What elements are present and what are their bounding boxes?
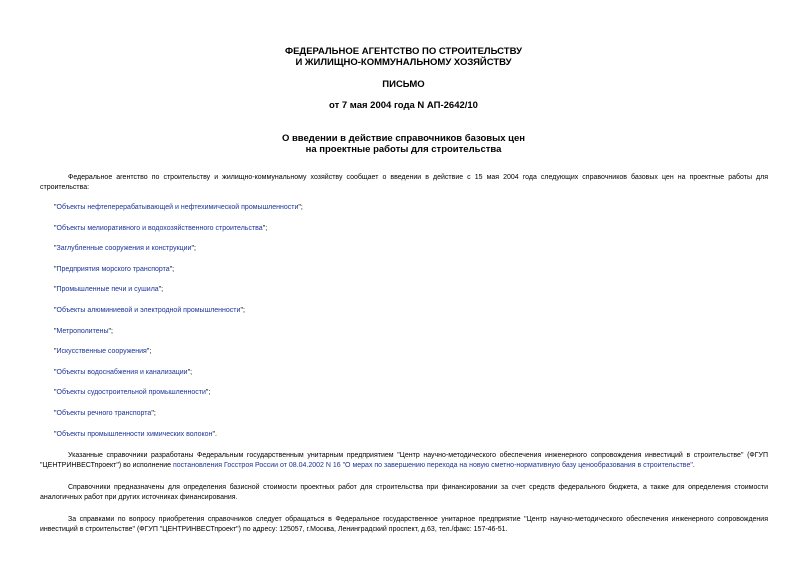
handbook-link[interactable]: Объекты нефтеперерабатывающей и нефтехимической промышленности bbox=[56, 204, 299, 211]
contacts-paragraph: За справками по вопросу приобретения справочников следует обращаться в Федеральное государственное унитарное предприятие "Центр научно-методического обеспечения инженерного сопровождения инвестиций в строительстве" (ФГУП "ЦЕНТРИНВЕСТпроект") по адресу: 125057, г.Москва, Ленинградский проспект, д.63, тел./факс: 157-46-51. bbox=[40, 516, 768, 533]
list-item: "Искусственные сооружения"; bbox=[54, 348, 152, 356]
list-item: "Объекты нефтеперерабатывающей и нефтехимической промышленности"; bbox=[54, 204, 303, 211]
list-item: "Метрополитены"; bbox=[54, 327, 113, 335]
subject-line-1: О введении в действие справочников базовых цен bbox=[281, 133, 526, 144]
resolution-link[interactable]: постановления Госстроя России от 08.04.2002 N 16 "О мерах по завершению перехода на новую сметно-нормативную базу ценообразования в строительстве" bbox=[173, 461, 693, 469]
list-item: "Промышленные печи и сушила"; bbox=[54, 286, 164, 294]
handbook-list bbox=[54, 203, 303, 450]
handbook-link[interactable]: Объекты промышленности химических волокон bbox=[56, 430, 213, 438]
list-item: "Заглубленные сооружения и конструкции"; bbox=[54, 245, 196, 253]
document-subject bbox=[0, 133, 807, 155]
list-item: "Объекты речного транспорта"; bbox=[54, 409, 156, 417]
agency-name bbox=[0, 46, 807, 68]
document-date-number: от 7 мая 2004 года N АП-2642/10 bbox=[329, 100, 478, 111]
agency-line-2: И ЖИЛИЩНО-КОММУНАЛЬНОМУ ХОЗЯЙСТВУ bbox=[295, 57, 512, 68]
handbook-link[interactable]: Предприятия морского транспорта bbox=[56, 265, 170, 273]
list-item: "Предприятия морского транспорта"; bbox=[54, 265, 175, 273]
handbook-link[interactable]: Объекты алюминиевой и электродной промышленности bbox=[56, 306, 241, 314]
intro-paragraph: Федеральное агентство по строительству и жилищно-коммунальному хозяйству сообщает о введении в действие с 15 мая 2004 года следующих справочников базовых цен на проектные работы для строительства: bbox=[40, 174, 768, 191]
handbook-link[interactable]: Объекты судостроительной промышленности bbox=[56, 389, 206, 397]
handbook-link[interactable]: Заглубленные сооружения и конструкции bbox=[56, 245, 192, 253]
list-item: "Объекты промышленности химических волокон". bbox=[54, 430, 217, 438]
handbook-link[interactable]: Искусственные сооружения bbox=[56, 348, 147, 356]
handbook-link[interactable]: Объекты мелиоративного и водохозяйственного строительства bbox=[56, 224, 263, 232]
list-item: "Объекты судостроительной промышленности"; bbox=[54, 389, 211, 397]
list-item: "Объекты алюминиевой и электродной промышленности"; bbox=[54, 306, 245, 314]
subject-line-2: на проектные работы для строительства bbox=[305, 144, 502, 155]
purpose-paragraph: Справочники предназначены для определения базисной стоимости проектных работ для строительства при финансировании за счет средств федерального бюджета, а также для определения стоимости аналогичных работ при других источниках финансирования. bbox=[40, 484, 768, 501]
handbook-link[interactable]: Метрополитены bbox=[56, 327, 109, 335]
agency-line-1: ФЕДЕРАЛЬНОЕ АГЕНТСТВО ПО СТРОИТЕЛЬСТВУ bbox=[284, 46, 523, 57]
handbook-link[interactable]: Промышленные печи и сушила bbox=[56, 286, 159, 294]
developed-paragraph: Указанные справочники разработаны Федеральным государственным унитарным предприятием "Центр научно-методического обеспечения инженерного сопровождения инвестиций в строительстве" (ФГУП "ЦЕНТРИНВЕСТпроект") во исполнение постановления Госстроя России от 08.04.2002 N 16 "О мерах по завершению перехода на новую сметно-нормативную базу ценообразования в строительстве". bbox=[40, 452, 768, 469]
document-type: ПИСЬМО bbox=[382, 79, 425, 90]
handbook-link[interactable]: Объекты речного транспорта bbox=[56, 409, 152, 417]
list-item: "Объекты мелиоративного и водохозяйственного строительства"; bbox=[54, 224, 268, 232]
list-item: "Объекты водоснабжения и канализации"; bbox=[54, 368, 193, 376]
handbook-link[interactable]: Объекты водоснабжения и канализации bbox=[56, 368, 188, 376]
